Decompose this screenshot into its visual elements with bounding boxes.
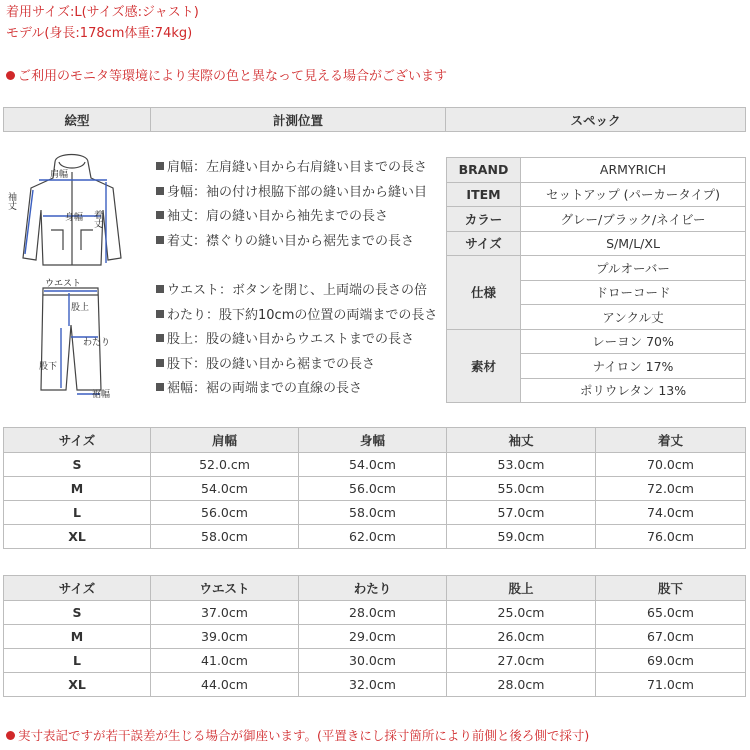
square-bullet-icon [156, 310, 164, 318]
label-hem: 裾幅 [92, 390, 111, 400]
value-cell: 59.0cm [447, 525, 596, 549]
col-header: ウエスト [151, 576, 299, 601]
measure-text: 袖丈：肩の縫い目から袖先までの長さ [167, 209, 389, 224]
value-cell: 39.0cm [151, 625, 299, 649]
spec-material: ナイロン 17% [521, 354, 746, 379]
value-cell: 53.0cm [447, 453, 596, 477]
measure-item [156, 181, 437, 206]
value-cell: 70.0cm [596, 453, 746, 477]
bottom-size-table [3, 575, 746, 697]
label-sleeve: 袖丈 [6, 192, 16, 210]
top-size-table [3, 427, 746, 549]
label-inseam: 股下 [39, 362, 58, 372]
label-shoulder: 肩幅 [50, 170, 69, 180]
value-cell: 30.0cm [299, 649, 447, 673]
value-cell: 67.0cm [596, 625, 746, 649]
spec-material: レーヨン 70% [521, 329, 746, 354]
measure-item [156, 156, 437, 181]
measure-text: 肩幅：左肩縫い目から右肩縫い目までの長さ [167, 160, 428, 175]
label-body-width: 身幅 [65, 213, 84, 223]
spec-feature: アンクル丈 [521, 305, 746, 330]
size-cell: XL [4, 525, 151, 549]
value-cell: 65.0cm [596, 601, 746, 625]
table-row [4, 501, 746, 525]
spec-features-label: 仕様 [447, 256, 521, 330]
table-row [4, 673, 746, 697]
size-cell: S [4, 601, 151, 625]
measure-item [156, 328, 437, 353]
value-cell: 71.0cm [596, 673, 746, 697]
square-bullet-icon [156, 359, 164, 367]
value-cell: 62.0cm [299, 525, 447, 549]
spec-item-label: ITEM [447, 182, 521, 207]
spec-item: セットアップ (パーカータイプ) [521, 182, 746, 207]
value-cell: 74.0cm [596, 501, 746, 525]
value-cell: 57.0cm [447, 501, 596, 525]
spec-table [446, 157, 746, 403]
color-notice [6, 65, 447, 84]
spec-material-label: 素材 [447, 329, 521, 403]
table-row [4, 601, 746, 625]
measure-text: 股下：股の縫い目から裾までの長さ [167, 356, 376, 372]
measure-item [156, 205, 437, 230]
color-notice-text: ご利用のモニタ等環境により実際の色と異なって見える場合がございます [18, 69, 448, 84]
size-cell: L [4, 649, 151, 673]
col-header: 袖丈 [447, 428, 596, 453]
value-cell: 58.0cm [299, 501, 447, 525]
spec-brand-label: BRAND [447, 158, 521, 183]
measure-text: 股上：股の縫い目からウエストまでの長さ [167, 332, 415, 347]
square-bullet-icon [156, 162, 164, 170]
value-cell: 54.0cm [299, 453, 447, 477]
value-cell: 69.0cm [596, 649, 746, 673]
value-cell: 76.0cm [596, 525, 746, 549]
col-header: 股上 [447, 576, 596, 601]
spec-color-label: カラー [447, 207, 521, 232]
value-cell: 29.0cm [299, 625, 447, 649]
measure-text: 身幅：袖の付け根脇下部の縫い目から縫い目 [167, 184, 428, 200]
square-bullet-icon [156, 383, 164, 391]
measure-text: ウエスト：ボタンを閉じ、上両端の長さの倍 [167, 283, 428, 298]
measure-text: 裾幅：裾の両端までの直線の長さ [167, 381, 363, 396]
value-cell: 72.0cm [596, 477, 746, 501]
col-header: 股下 [596, 576, 746, 601]
size-cell: S [4, 453, 151, 477]
table-row [4, 477, 746, 501]
col-header: 身幅 [299, 428, 447, 453]
table-row [4, 525, 746, 549]
label-thigh: わたり [83, 338, 111, 348]
header-measure-position: 計測位置 [151, 108, 446, 132]
square-bullet-icon [156, 334, 164, 342]
value-cell: 55.0cm [447, 477, 596, 501]
measure-item [156, 279, 437, 304]
value-cell: 52.0.cm [151, 453, 299, 477]
model-body-info: モデル(身長:178cm体重:74kg) [6, 26, 193, 41]
value-cell: 27.0cm [447, 649, 596, 673]
measure-text: わたり：股下約10cmの位置の両端までの長さ [167, 307, 438, 323]
square-bullet-icon [156, 187, 164, 195]
measure-item [156, 230, 437, 255]
table-row [4, 649, 746, 673]
col-header: サイズ [4, 428, 151, 453]
col-header: サイズ [4, 576, 151, 601]
square-bullet-icon [156, 285, 164, 293]
value-cell: 44.0cm [151, 673, 299, 697]
value-cell: 28.0cm [299, 601, 447, 625]
header-spec: スペック [446, 108, 746, 132]
spec-color: グレー/ブラック/ネイビー [521, 207, 746, 232]
value-cell: 26.0cm [447, 625, 596, 649]
label-waist: ウエスト [45, 279, 82, 289]
header-pattern: 絵型 [4, 108, 151, 132]
value-cell: 25.0cm [447, 601, 596, 625]
value-cell: 58.0cm [151, 525, 299, 549]
measure-text: 着丈：襟ぐりの縫い目から裾先までの長さ [167, 233, 415, 249]
size-cell: M [4, 625, 151, 649]
spec-size-label: サイズ [447, 231, 521, 256]
model-wearing-size: 着用サイズ:L(サイズ感:ジャスト) [6, 5, 199, 20]
spec-size: S/M/L/XL [521, 231, 746, 256]
value-cell: 56.0cm [299, 477, 447, 501]
spec-feature: ドローコード [521, 280, 746, 305]
spec-material: ポリウレタン 13% [521, 378, 746, 403]
value-cell: 54.0cm [151, 477, 299, 501]
measure-item [156, 353, 437, 378]
measurement-notice [6, 726, 589, 744]
measurement-notice-text: 実寸表記ですが若干誤差が生じる場合が御座います。(平置きにし採寸箇所により前側と後ろ側で採寸) [18, 728, 590, 743]
value-cell: 56.0cm [151, 501, 299, 525]
col-header: わたり [299, 576, 447, 601]
spec-brand: ARMYRICH [521, 158, 746, 183]
spec-feature: プルオーバー [521, 256, 746, 281]
col-header: 着丈 [596, 428, 746, 453]
table-row [4, 453, 746, 477]
section-header [3, 107, 746, 132]
measurement-list [156, 156, 437, 402]
label-rise: 股上 [71, 303, 90, 313]
value-cell: 28.0cm [447, 673, 596, 697]
measure-item [156, 377, 437, 402]
size-cell: L [4, 501, 151, 525]
measure-item [156, 304, 437, 329]
size-cell: M [4, 477, 151, 501]
square-bullet-icon [156, 236, 164, 244]
garment-diagram [3, 150, 153, 405]
size-cell: XL [4, 673, 151, 697]
red-bullet-icon [6, 731, 15, 740]
table-row [4, 625, 746, 649]
value-cell: 37.0cm [151, 601, 299, 625]
label-length: 着丈 [92, 210, 102, 228]
value-cell: 41.0cm [151, 649, 299, 673]
col-header: 肩幅 [151, 428, 299, 453]
value-cell: 32.0cm [299, 673, 447, 697]
square-bullet-icon [156, 211, 164, 219]
red-bullet-icon [6, 71, 15, 80]
